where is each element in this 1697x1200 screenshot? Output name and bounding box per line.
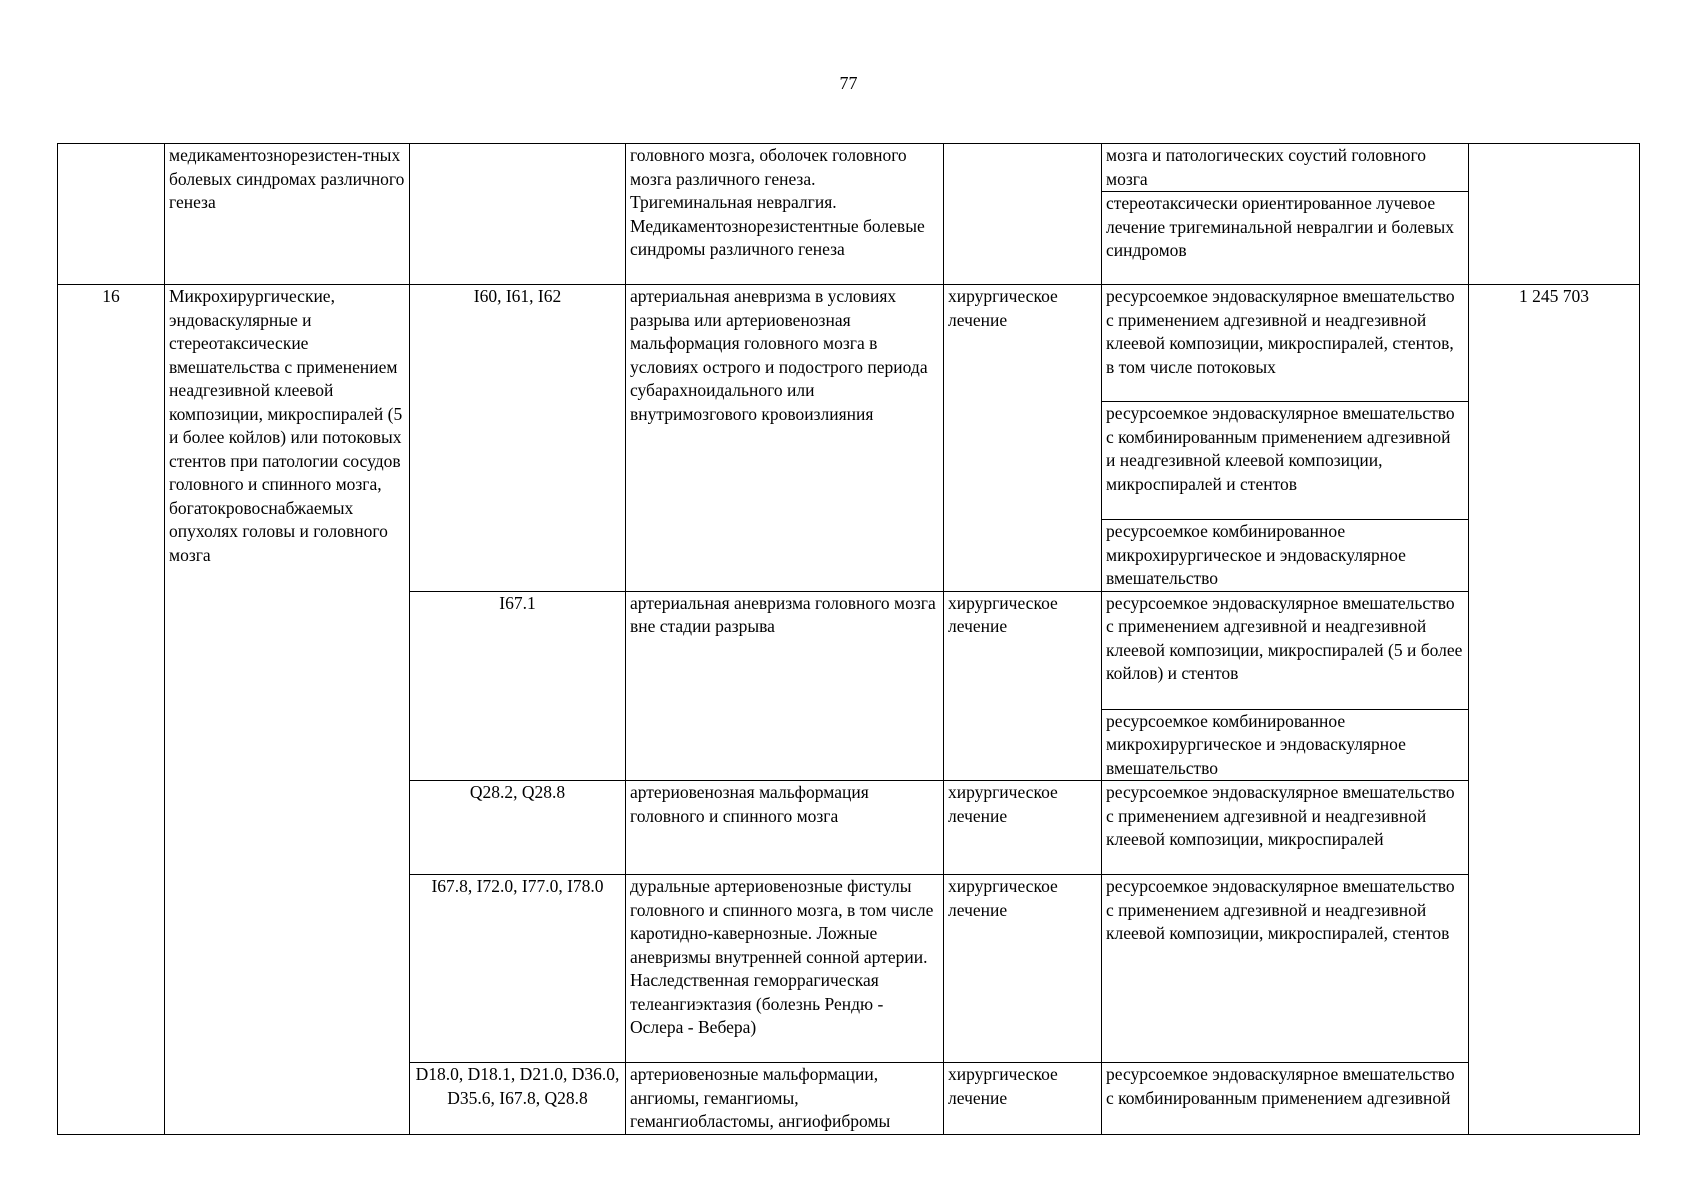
treatment-cell: хирургическое лечение: [944, 591, 1102, 781]
row-number-cell: [58, 144, 165, 285]
treatment-cell: [944, 144, 1102, 285]
codes-cell: I60, I61, I62: [410, 285, 626, 592]
cost-cell: [1469, 144, 1640, 285]
diagnosis-cell: артериальная аневризма головного мозга вне стадии разрыва: [626, 591, 944, 781]
codes-cell: Q28.2, Q28.8: [410, 781, 626, 875]
method-cell: ресурсоемкое комбинированное микрохирургическое и эндоваскулярное вмешательство: [1102, 709, 1469, 781]
codes-cell: D18.0, D18.1, D21.0, D36.0, D35.6, I67.8, Q28.8: [410, 1063, 626, 1135]
table-row: [58, 144, 1640, 192]
cost-cell: 1 245 703: [1469, 285, 1640, 1135]
row-number-cell: 16: [58, 285, 165, 1135]
method-cell: ресурсоемкое эндоваскулярное вмешательство с комбинированным применением адгезивной и неадгезивной клеевой композиции, микроспиралей и стентов: [1102, 402, 1469, 520]
treatment-cell: хирургическое лечение: [944, 781, 1102, 875]
diagnosis-cell: головного мозга, оболочек головного мозга различного генеза. Тригеминальная невралгия. Медикаментознорезистентные болевые синдромы различного генеза: [626, 144, 944, 285]
method-cell: ресурсоемкое эндоваскулярное вмешательство с комбинированным применением адгезивной: [1102, 1063, 1469, 1135]
treatment-cell: хирургическое лечение: [944, 875, 1102, 1063]
method-cell: ресурсоемкое комбинированное микрохирургическое и эндоваскулярное вмешательство: [1102, 520, 1469, 592]
method-cell: ресурсоемкое эндоваскулярное вмешательство с применением адгезивной и неадгезивной клеевой композиции, микроспиралей, стентов: [1102, 875, 1469, 1063]
codes-cell: I67.1: [410, 591, 626, 781]
codes-cell: I67.8, I72.0, I77.0, I78.0: [410, 875, 626, 1063]
group-cell: Микрохирургические, эндоваскулярные и стереотаксические вмешательства с применением неадгезивной клеевой композиции, микроспиралей (5 и более койлов) или потоковых стентов при патологии сосудов головного и спинного мозга, богатокровоснабжаемых опухолях головы и головного мозга: [165, 285, 410, 1135]
method-cell: ресурсоемкое эндоваскулярное вмешательство с применением адгезивной и неадгезивной клеевой композиции, микроспиралей (5 и более койлов) и стентов: [1102, 591, 1469, 709]
diagnosis-cell: артериальная аневризма в условиях разрыва или артериовенозная мальформация головного мозга в условиях острого и подострого периода субарахноидального или внутримозгового кровоизлияния: [626, 285, 944, 592]
method-cell: мозга и патологических соустий головного мозга: [1102, 144, 1469, 192]
group-cell: медикаментознорезистен-тных болевых синдромах различного генеза: [165, 144, 410, 285]
diagnosis-cell: артериовенозная мальформация головного и спинного мозга: [626, 781, 944, 875]
diagnosis-cell: артериовенозные мальформации, ангиомы, гемангиомы, гемангиобластомы, ангиофибромы: [626, 1063, 944, 1135]
table-row: [58, 285, 1640, 402]
method-cell: стереотаксически ориентированное лучевое лечение тригеминальной невралгии и болевых синдромов: [1102, 192, 1469, 285]
diagnosis-cell: дуральные артериовенозные фистулы головного и спинного мозга, в том числе каротидно-кавернозные. Ложные аневризмы внутренней сонной артерии. Наследственная геморрагическая телеангиэктазия (болезнь Рендю - Ослера - Вебера): [626, 875, 944, 1063]
services-table: [57, 143, 1640, 1135]
treatment-cell: хирургическое лечение: [944, 285, 1102, 592]
method-cell: ресурсоемкое эндоваскулярное вмешательство с применением адгезивной и неадгезивной клеевой композиции, микроспиралей, стентов, в том числе потоковых: [1102, 285, 1469, 402]
page-number: 77: [839, 73, 858, 93]
method-cell: ресурсоемкое эндоваскулярное вмешательство с применением адгезивной и неадгезивной клеевой композиции, микроспиралей: [1102, 781, 1469, 875]
codes-cell: [410, 144, 626, 285]
treatment-cell: хирургическое лечение: [944, 1063, 1102, 1135]
